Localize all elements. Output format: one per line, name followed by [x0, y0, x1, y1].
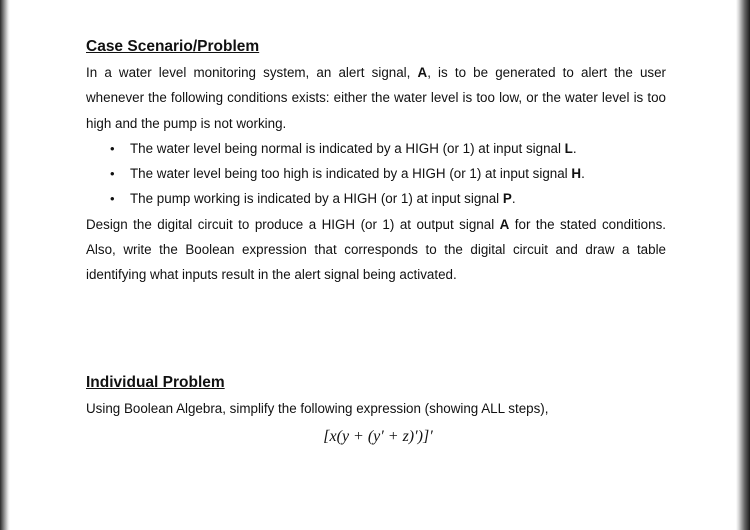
case-intro-text-1: In a water level monitoring system, an alert signal, [86, 65, 418, 80]
bullet-signal: H [571, 166, 582, 182]
bullet-text: The water level being too high is indicated by a HIGH (or 1) at input signal [130, 166, 572, 182]
design-instruction-paragraph [86, 212, 666, 288]
bullet-dot-icon: • [110, 191, 115, 207]
case-intro-text-2: , is to be generated to alert the user whenever the following conditions exists: either the water level is too low, or the water level is too high and the pump is not working. [86, 65, 666, 131]
individual-instruction: Using Boolean Algebra, simplify the following expression (showing ALL steps), [86, 400, 549, 416]
bullet-dot-icon: • [110, 166, 115, 182]
design-text-1: Design the digital circuit to produce a HIGH (or 1) at output signal [86, 216, 500, 232]
bullet-dot-icon: • [110, 140, 115, 156]
bullet-item-p [86, 186, 666, 211]
signal-bullet-list [86, 136, 666, 212]
bullet-item-l [86, 136, 666, 161]
bullet-item-h [86, 161, 666, 186]
case-scenario-heading: Case Scenario/Problem [86, 38, 260, 55]
bullet-signal: P [502, 191, 512, 207]
design-text-2: for the stated conditions. Also, write the Boolean expression that corresponds to the digital circuit and draw a table identifying what inputs result in the alert signal being activated. [86, 216, 666, 283]
bullet-text: The pump working is indicated by a HIGH (or 1) at input signal [130, 191, 503, 207]
bullet-text: The water level being normal is indicated by a HIGH (or 1) at input signal [130, 140, 565, 156]
document-page [86, 36, 666, 449]
right-edge-shadow [736, 0, 750, 530]
case-intro-signal-a: A [417, 65, 428, 80]
bullet-end: . [511, 191, 516, 207]
bullet-end: . [572, 140, 577, 156]
bullet-signal: L [564, 140, 573, 156]
boolean-expression: [x(y + (y′ + z)′)]′ [323, 427, 433, 445]
case-intro-paragraph [86, 60, 666, 136]
individual-problem-heading: Individual Problem [86, 373, 225, 391]
bullet-end: . [581, 166, 585, 182]
design-signal-a: A [499, 216, 510, 232]
left-edge-shadow [0, 0, 10, 530]
